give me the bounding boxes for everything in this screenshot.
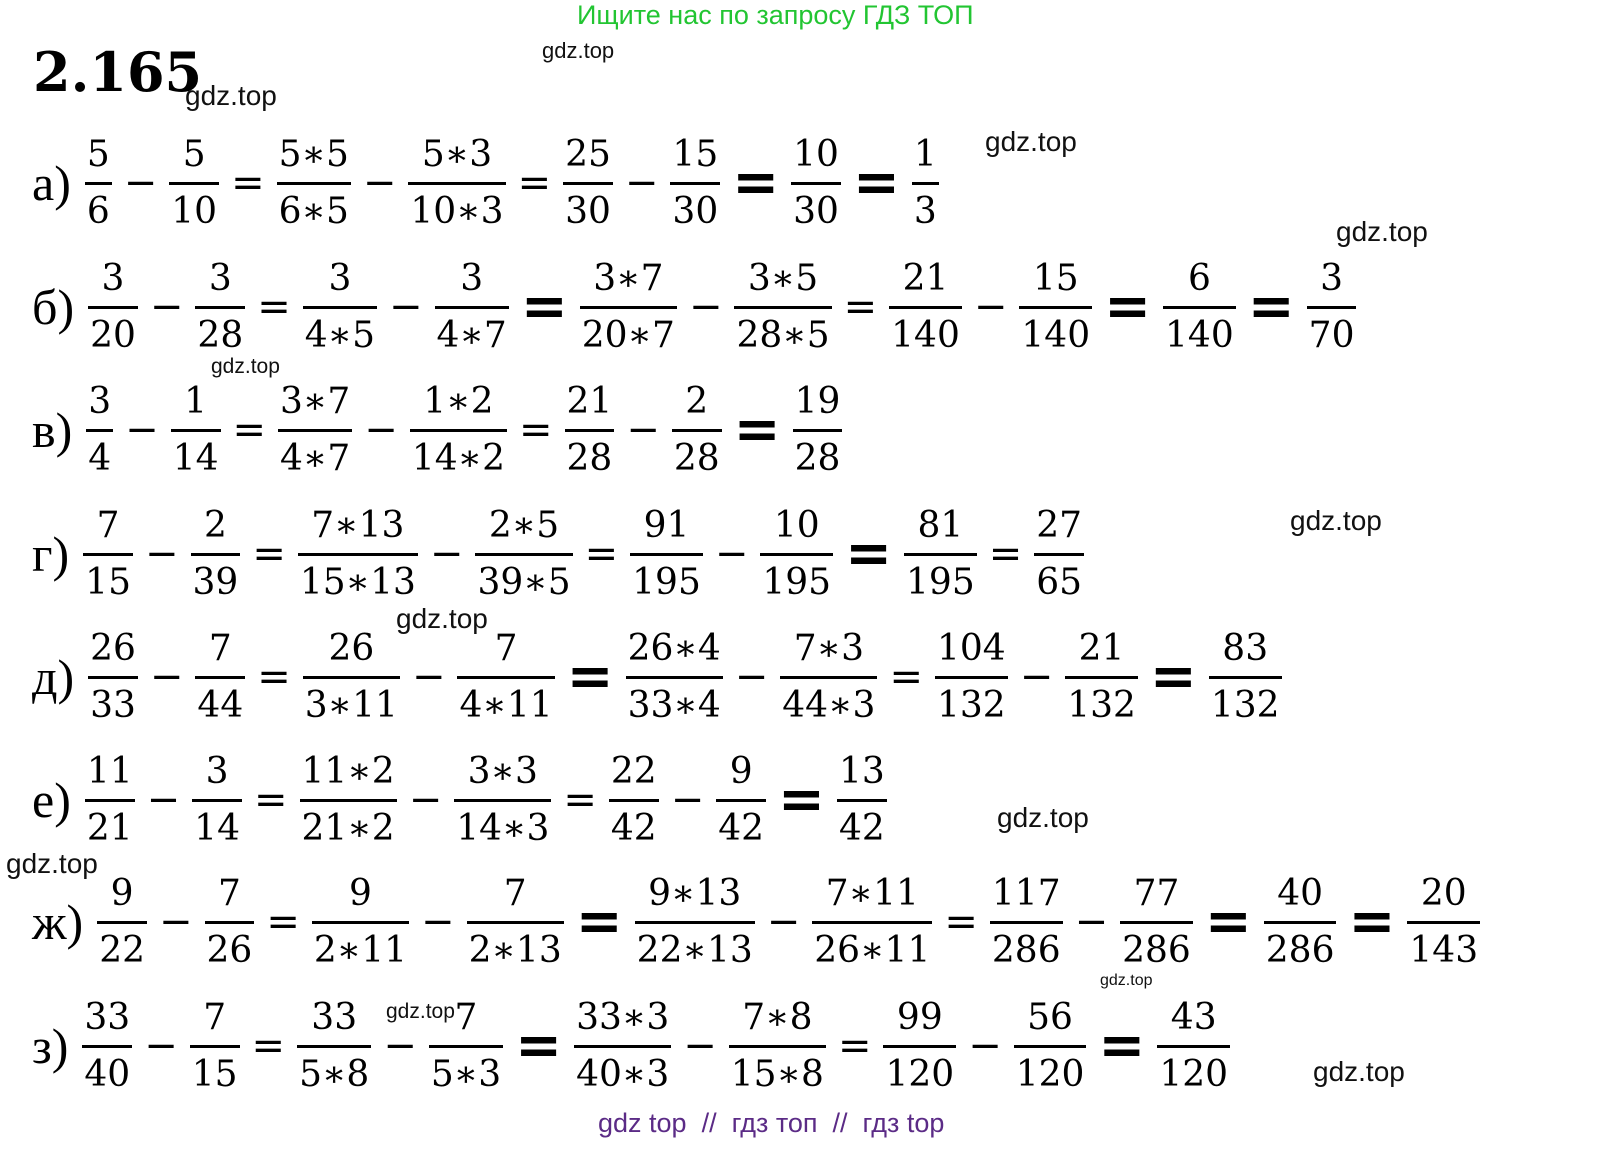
fraction xyxy=(576,252,681,363)
minus-sign: − xyxy=(149,654,184,700)
numerator: 3∗3 xyxy=(467,750,538,792)
fraction xyxy=(186,991,244,1102)
denominator: 20 xyxy=(90,314,136,356)
minus-sign: − xyxy=(149,284,184,330)
equals-sign: = xyxy=(1247,274,1295,339)
numerator: 3 xyxy=(1320,257,1344,299)
watermark: gdz.top xyxy=(1290,505,1382,536)
equals-sign: = xyxy=(843,284,878,330)
minus-sign: − xyxy=(973,284,1008,330)
numerator: 3∗7 xyxy=(280,380,351,422)
fraction xyxy=(191,622,249,733)
numerator: 5 xyxy=(86,133,110,175)
fraction xyxy=(730,252,835,363)
numerator: 3 xyxy=(460,257,484,299)
item-label: г) xyxy=(32,526,70,582)
numerator: 3∗7 xyxy=(593,257,664,299)
numerator: 7 xyxy=(96,504,120,546)
equals-sign: = xyxy=(852,150,900,215)
fraction xyxy=(1205,622,1286,733)
minus-sign: − xyxy=(421,899,455,945)
fraction xyxy=(187,499,245,610)
watermark: gdz.top xyxy=(211,355,280,378)
numerator: 26 xyxy=(328,627,375,669)
numerator: 33 xyxy=(84,996,131,1038)
numerator: 7 xyxy=(203,996,227,1038)
numerator: 7 xyxy=(503,872,527,914)
denominator: 42 xyxy=(838,807,885,849)
denominator: 44 xyxy=(197,684,244,726)
denominator: 28 xyxy=(794,437,841,479)
numerator: 3 xyxy=(328,257,352,299)
denominator: 2∗13 xyxy=(468,929,562,971)
numerator: 13 xyxy=(838,750,885,792)
fraction xyxy=(431,252,513,363)
equals-sign: = xyxy=(584,531,619,577)
minus-sign: − xyxy=(734,654,769,700)
numerator: 3 xyxy=(205,750,229,792)
numerator: 1 xyxy=(913,133,937,175)
denominator: 14∗3 xyxy=(456,807,550,849)
denominator: 132 xyxy=(1067,684,1136,726)
denominator: 15∗13 xyxy=(299,561,416,603)
equals-sign: = xyxy=(778,767,825,832)
denominator: 195 xyxy=(906,561,975,603)
denominator: 4 xyxy=(88,437,112,479)
equals-sign: = xyxy=(257,654,291,700)
item-label: ж) xyxy=(32,894,84,950)
denominator: 26 xyxy=(206,929,253,971)
watermark: gdz.top xyxy=(185,80,277,111)
fraction xyxy=(299,622,404,733)
fraction xyxy=(1010,991,1091,1102)
fraction xyxy=(406,375,511,486)
numerator: 7∗3 xyxy=(793,627,864,669)
equation-row xyxy=(32,489,1088,619)
denominator: 15 xyxy=(85,561,131,603)
denominator: 42 xyxy=(718,807,765,849)
numerator: 3 xyxy=(88,380,112,422)
search-banner: Ищите нас по запросу ГДЗ ТОП xyxy=(577,0,974,30)
denominator: 120 xyxy=(885,1053,955,1095)
watermark: gdz.top xyxy=(985,126,1077,157)
numerator: 22 xyxy=(610,750,657,792)
numerator: 7∗11 xyxy=(825,872,919,914)
numerator: 104 xyxy=(936,627,1006,669)
numerator: 9∗13 xyxy=(648,872,742,914)
numerator: 40 xyxy=(1277,872,1324,914)
fraction xyxy=(425,991,507,1102)
equation-row xyxy=(32,857,1484,987)
fraction xyxy=(296,745,401,856)
denominator: 4∗5 xyxy=(304,314,376,356)
minus-sign: − xyxy=(429,531,464,577)
numerator: 56 xyxy=(1027,996,1073,1038)
minus-sign: − xyxy=(144,1023,178,1069)
denominator: 14 xyxy=(194,807,240,849)
fraction xyxy=(931,622,1012,733)
item-label: д) xyxy=(32,649,75,705)
fraction xyxy=(1159,252,1240,363)
denominator: 120 xyxy=(1159,1053,1229,1095)
fraction xyxy=(84,252,142,363)
fraction xyxy=(201,867,259,978)
numerator: 43 xyxy=(1170,996,1217,1038)
numerator: 10 xyxy=(793,133,839,175)
numerator: 2∗5 xyxy=(488,504,560,546)
equals-sign: = xyxy=(1204,889,1252,954)
minus-sign: − xyxy=(383,1023,417,1069)
equals-sign: = xyxy=(266,899,300,945)
fraction xyxy=(756,499,837,610)
watermark: gdz.top xyxy=(1100,972,1153,989)
numerator: 83 xyxy=(1222,627,1269,669)
fraction xyxy=(453,622,558,733)
denominator: 30 xyxy=(565,190,611,232)
numerator: 20 xyxy=(1420,872,1467,914)
numerator: 11 xyxy=(86,750,133,792)
item-label: б) xyxy=(32,279,75,335)
fraction xyxy=(167,375,225,486)
numerator: 5∗3 xyxy=(421,133,493,175)
minus-sign: − xyxy=(411,654,446,700)
numerator: 15 xyxy=(672,133,719,175)
fraction xyxy=(808,867,936,978)
numerator: 81 xyxy=(917,504,964,546)
item-label: в) xyxy=(32,402,73,458)
numerator: 9 xyxy=(110,872,134,914)
denominator: 40∗3 xyxy=(576,1053,670,1095)
fraction xyxy=(299,252,381,363)
denominator: 10∗3 xyxy=(410,190,504,232)
denominator: 195 xyxy=(762,561,832,603)
numerator: 7 xyxy=(217,872,241,914)
equation-row xyxy=(32,612,1286,742)
denominator: 286 xyxy=(991,929,1061,971)
denominator: 42 xyxy=(610,807,657,849)
fraction xyxy=(879,991,960,1102)
fraction xyxy=(93,867,151,978)
fraction xyxy=(725,991,830,1102)
equation-row xyxy=(32,735,891,865)
fraction xyxy=(605,745,663,856)
equation-row xyxy=(32,365,846,495)
minus-sign: − xyxy=(362,160,397,206)
denominator: 65 xyxy=(1036,561,1083,603)
fraction xyxy=(631,867,759,978)
denominator: 132 xyxy=(1210,684,1280,726)
equals-sign: = xyxy=(566,644,614,709)
equals-sign: = xyxy=(732,150,780,215)
fraction xyxy=(78,991,136,1102)
numerator: 99 xyxy=(896,996,943,1038)
numerator: 2 xyxy=(685,380,709,422)
equals-sign: = xyxy=(232,407,267,453)
numerator: 21 xyxy=(566,380,613,422)
equals-sign: = xyxy=(251,1023,286,1069)
minus-sign: − xyxy=(766,899,801,945)
denominator: 30 xyxy=(672,190,719,232)
denominator: 28∗5 xyxy=(736,314,830,356)
numerator: 33 xyxy=(311,996,358,1038)
denominator: 33 xyxy=(90,684,136,726)
denominator: 3 xyxy=(913,190,937,232)
fraction xyxy=(82,375,117,486)
minus-sign: − xyxy=(123,160,158,206)
minus-sign: − xyxy=(364,407,398,453)
item-label: з) xyxy=(32,1018,69,1074)
equals-sign: = xyxy=(1104,274,1152,339)
fraction xyxy=(1116,867,1197,978)
equals-sign: = xyxy=(1348,889,1396,954)
numerator: 3∗5 xyxy=(747,257,819,299)
equals-sign: = xyxy=(837,1023,872,1069)
numerator: 7∗13 xyxy=(311,504,405,546)
watermark: gdz.top xyxy=(997,802,1089,833)
denominator: 26∗11 xyxy=(814,929,931,971)
denominator: 39 xyxy=(192,561,239,603)
fraction xyxy=(900,499,981,610)
fraction xyxy=(833,745,891,856)
fraction xyxy=(293,991,375,1102)
equals-sign: = xyxy=(515,1013,563,1078)
denominator: 195 xyxy=(632,561,701,603)
denominator: 6 xyxy=(86,190,110,232)
numerator: 2 xyxy=(203,504,227,546)
numerator: 6 xyxy=(1187,257,1211,299)
denominator: 6∗5 xyxy=(278,190,349,232)
numerator: 7 xyxy=(494,627,518,669)
numerator: 5∗5 xyxy=(278,133,349,175)
numerator: 25 xyxy=(565,133,611,175)
denominator: 14 xyxy=(172,437,219,479)
numerator: 33∗3 xyxy=(576,996,670,1038)
equals-sign: = xyxy=(231,160,265,206)
item-label: а) xyxy=(32,155,71,211)
numerator: 10 xyxy=(773,504,820,546)
denominator: 120 xyxy=(1015,1053,1085,1095)
numerator: 27 xyxy=(1036,504,1083,546)
numerator: 91 xyxy=(643,504,690,546)
minus-sign: − xyxy=(389,284,423,330)
numerator: 7 xyxy=(454,996,478,1038)
denominator: 21 xyxy=(86,807,133,849)
equation-row xyxy=(32,981,1234,1111)
denominator: 70 xyxy=(1308,314,1355,356)
fraction xyxy=(561,375,619,486)
watermark: gdz.top xyxy=(1336,216,1428,247)
item-label: е) xyxy=(32,772,71,828)
denominator: 20∗7 xyxy=(581,314,675,356)
equals-sign: = xyxy=(519,407,553,453)
denominator: 22∗13 xyxy=(636,929,753,971)
equals-sign: = xyxy=(988,531,1023,577)
denominator: 21∗2 xyxy=(301,807,395,849)
minus-sign: − xyxy=(626,407,660,453)
numerator: 1∗2 xyxy=(423,380,494,422)
denominator: 132 xyxy=(936,684,1006,726)
fraction xyxy=(191,252,249,363)
equals-sign: = xyxy=(517,160,552,206)
fraction xyxy=(84,622,142,733)
fraction xyxy=(404,128,509,239)
minus-sign: − xyxy=(144,531,179,577)
fraction xyxy=(789,375,847,486)
equals-sign: = xyxy=(1098,1013,1146,1078)
footer-caption: gdz top // гдз топ // гдз top xyxy=(598,1108,945,1138)
denominator: 4∗11 xyxy=(459,684,553,726)
minus-sign: − xyxy=(146,777,181,823)
fraction xyxy=(308,867,413,978)
equation-row xyxy=(32,242,1360,372)
fraction xyxy=(1403,867,1484,978)
numerator: 15 xyxy=(1032,257,1079,299)
numerator: 26 xyxy=(90,627,136,669)
numerator: 19 xyxy=(794,380,841,422)
minus-sign: − xyxy=(159,899,193,945)
numerator: 7∗8 xyxy=(742,996,813,1038)
fraction xyxy=(885,252,966,363)
minus-sign: − xyxy=(408,777,443,823)
minus-sign: − xyxy=(125,407,159,453)
numerator: 9 xyxy=(349,872,372,914)
denominator: 28 xyxy=(197,314,244,356)
denominator: 44∗3 xyxy=(782,684,876,726)
fraction xyxy=(559,128,617,239)
fraction xyxy=(1153,991,1234,1102)
equals-sign: = xyxy=(1149,644,1197,709)
fraction xyxy=(986,867,1067,978)
fraction xyxy=(1260,867,1341,978)
fraction xyxy=(1303,252,1361,363)
fraction xyxy=(463,867,568,978)
fraction xyxy=(450,745,555,856)
watermark: gdz.top xyxy=(542,38,615,63)
denominator: 286 xyxy=(1122,929,1191,971)
denominator: 143 xyxy=(1409,929,1479,971)
denominator: 14∗2 xyxy=(411,437,505,479)
equals-sign: = xyxy=(520,274,568,339)
denominator: 2∗11 xyxy=(313,929,408,971)
denominator: 286 xyxy=(1265,929,1335,971)
denominator: 22 xyxy=(99,929,146,971)
minus-sign: − xyxy=(1074,899,1109,945)
equals-sign: = xyxy=(563,777,597,823)
watermark: gdz.top xyxy=(386,1000,455,1023)
numerator: 21 xyxy=(1078,627,1125,669)
denominator: 15 xyxy=(191,1053,238,1095)
fraction xyxy=(787,128,845,239)
denominator: 140 xyxy=(1165,314,1234,356)
watermark: gdz.top xyxy=(1313,1056,1405,1087)
denominator: 40 xyxy=(84,1053,131,1095)
equals-sign: = xyxy=(252,531,286,577)
denominator: 30 xyxy=(793,190,839,232)
fraction xyxy=(471,499,576,610)
minus-sign: − xyxy=(1019,654,1054,700)
minus-sign: − xyxy=(714,531,749,577)
numerator: 77 xyxy=(1133,872,1180,914)
fraction xyxy=(1030,499,1088,610)
equals-sign: = xyxy=(733,397,781,462)
fraction xyxy=(1061,622,1142,733)
minus-sign: − xyxy=(968,1023,1002,1069)
equals-sign: = xyxy=(944,899,978,945)
fraction xyxy=(79,499,137,610)
denominator: 5∗3 xyxy=(430,1053,502,1095)
denominator: 39∗5 xyxy=(477,561,571,603)
fraction xyxy=(165,128,223,239)
minus-sign: − xyxy=(683,1023,717,1069)
denominator: 10 xyxy=(171,190,218,232)
equals-sign: = xyxy=(845,521,893,586)
denominator: 140 xyxy=(891,314,960,356)
fraction xyxy=(668,375,726,486)
denominator: 140 xyxy=(1021,314,1091,356)
fraction xyxy=(570,991,675,1102)
fraction xyxy=(622,622,727,733)
problem-number: 2.165 xyxy=(33,40,203,104)
fraction xyxy=(294,499,422,610)
fraction xyxy=(274,375,356,486)
fraction xyxy=(1015,252,1096,363)
numerator: 117 xyxy=(991,872,1061,914)
numerator: 9 xyxy=(729,750,753,792)
fraction xyxy=(273,128,355,239)
fraction xyxy=(666,128,724,239)
numerator: 5 xyxy=(182,133,206,175)
watermark: gdz.top xyxy=(396,603,488,634)
numerator: 26∗4 xyxy=(627,627,721,669)
numerator: 3 xyxy=(208,257,232,299)
denominator: 15∗8 xyxy=(730,1053,824,1095)
equals-sign: = xyxy=(253,777,288,823)
equals-sign: = xyxy=(257,284,291,330)
numerator: 3 xyxy=(101,257,125,299)
minus-sign: − xyxy=(688,284,723,330)
denominator: 3∗11 xyxy=(304,684,398,726)
fraction xyxy=(81,128,116,239)
numerator: 11∗2 xyxy=(301,750,395,792)
denominator: 28 xyxy=(566,437,613,479)
fraction xyxy=(908,128,943,239)
denominator: 28 xyxy=(673,437,720,479)
equals-sign: = xyxy=(575,889,623,954)
numerator: 1 xyxy=(184,380,208,422)
equals-sign: = xyxy=(889,654,923,700)
fraction xyxy=(712,745,770,856)
numerator: 21 xyxy=(902,257,949,299)
fraction xyxy=(81,745,139,856)
denominator: 33∗4 xyxy=(627,684,721,726)
watermark: gdz.top xyxy=(6,848,98,879)
minus-sign: − xyxy=(624,160,659,206)
fraction xyxy=(188,745,246,856)
denominator: 4∗7 xyxy=(280,437,351,479)
fraction xyxy=(776,622,881,733)
equation-row xyxy=(32,118,943,248)
minus-sign: − xyxy=(670,777,705,823)
denominator: 5∗8 xyxy=(299,1053,370,1095)
denominator: 4∗7 xyxy=(436,314,507,356)
numerator: 7 xyxy=(208,627,232,669)
fraction xyxy=(626,499,707,610)
